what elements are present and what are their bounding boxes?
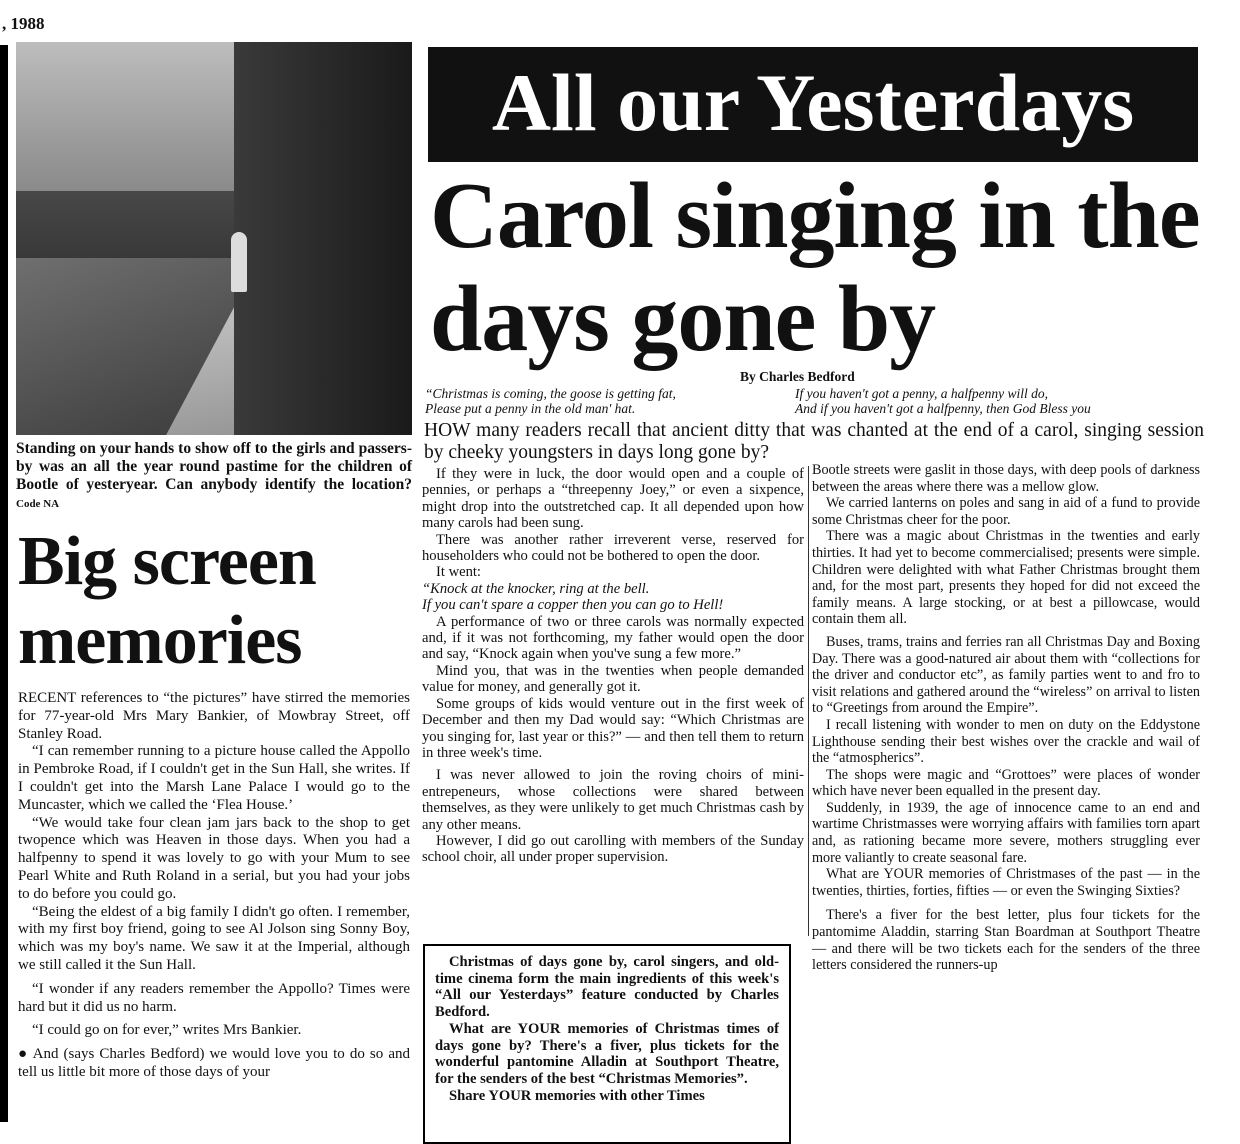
photo-child-figure — [231, 232, 247, 292]
verse-line: “Christmas is coming, the goose is getting fat, — [425, 386, 676, 401]
verse-line: If you can't spare a copper then you can go to Hell! — [422, 597, 724, 614]
middle-paragraph: A performance of two or three carols was normally expected and, if it was not forthcoming, my father would open the door and say, “Knock again when you've sung a few more.” — [422, 613, 804, 663]
right-paragraph: There's a fiver for the best letter, plus four tickets for the pantomime Aladdin, starring Stan Boardman at Southport Theatre — and there will be two tickets each for the senders of the three letters considered the runners-up — [812, 907, 1200, 974]
section-banner: All our Yesterdays — [428, 47, 1198, 162]
left-story-paragraph: “I wonder if any readers remember the Appollo? Times were hard but it did us no harm. — [18, 980, 410, 1015]
left-story-paragraph: “Being the eldest of a big family I didn't go often. I remember, with my first boy friend, going to see Al Jolson sing Sonny Boy, which was my boy's name. We saw it at the Imperial, although we still called it the Sun Hall. — [18, 903, 410, 973]
verse-line: “Knock at the knocker, ring at the bell. — [422, 580, 650, 597]
right-paragraph: Suddenly, in 1939, the age of innocence came to an end and wartime Christmasses were worrying affairs with families torn apart and, as rationing became more severe, mothers struggling ever more valiantly to create seasonal fare. — [812, 799, 1200, 866]
photo-sky — [16, 42, 254, 191]
left-story-body — [18, 690, 410, 1082]
left-story-paragraph: “We would take four clean jam jars back to the shop to get twopence which was Heaven in those days. When you had a halfpenny to spend it was lovely to go with your Mum to see Pearl White and Ruth Roland in a serial, but you had your jobs to do before you could go. — [18, 814, 410, 902]
photo-code: Code NA — [16, 498, 60, 510]
right-paragraph: What are YOUR memories of Christmases of the past — in the twenties, thirties, forties, fifties — or even the Swinging Sixties? — [812, 866, 1200, 899]
right-column — [812, 462, 1200, 974]
feature-box — [423, 944, 791, 1144]
left-story-paragraph: RECENT references to “the pictures” have stirred the memories for 77-year-old Mrs Mary Bankier, of Mowbray Street, off Stanley Road. — [18, 690, 410, 742]
photo-caption-text: Standing on your hands to show off to the girls and passers-by was an all the year round pastime for the children of Bootle of yesteryear. Can anybody identify the location? — [16, 440, 412, 493]
photo-caption — [16, 440, 412, 513]
verse-line: Please put a penny in the old man' hat. — [425, 401, 636, 416]
left-story-paragraph: “I could go on for ever,” writes Mrs Bankier. — [32, 1022, 302, 1039]
page-date: , 1988 — [2, 14, 45, 33]
main-headline: Carol singing in the days gone by — [430, 164, 1200, 371]
middle-column — [422, 466, 804, 866]
street-photo — [16, 42, 412, 435]
box-paragraph: Share YOUR memories with other Times — [449, 1087, 705, 1104]
middle-paragraph: Mind you, that was in the twenties when people demanded value for money, and generally got it. — [422, 662, 804, 696]
right-paragraph: There was a magic about Christmas in the twenties and early thirties. It had yet to become commercialised; presents were simple. Children were delighted with what Father Christmas brought them and, for the most part, presents they hoped for did not exceed the family means. A large stocking, or at best a pillowcase, would contain them all. — [812, 528, 1200, 628]
left-story-paragraph: ● And (says Charles Bedford) we would love you to do so and tell us little bit more of those days of your — [18, 1046, 410, 1080]
photo-wall — [234, 42, 412, 435]
middle-paragraph: However, I did go out carolling with members of the Sunday school choir, all under proper supervision. — [422, 832, 804, 866]
left-story-paragraph: “I can remember running to a picture house called the Appollo in Pembroke Road, if I couldn't get in the Sun Hall, she writes. If I couldn't get into the Marsh Lane Palace I would go to the Muncaster, which we called the ‘Flea House.’ — [18, 743, 410, 813]
middle-paragraph: It went: — [436, 564, 481, 581]
middle-paragraph: I was never allowed to join the roving choirs of mini-entrepeneurs, whose collections were shared between themselves, as they were unlikely to get much Christmas cash by any other means. — [422, 767, 804, 833]
verse-left — [425, 386, 785, 416]
verse-line: And if you haven't got a halfpenny, then God Bless you — [795, 401, 1091, 416]
lead-paragraph: HOW many readers recall that ancient ditty that was chanted at the end of a carol, singing session by cheeky youngsters in days long gone by? — [424, 420, 1204, 463]
right-paragraph: I recall listening with wonder to men on duty on the Eddystone Lighthouse sending their best wishes over the crackle and wail of the “atmospherics”. — [812, 716, 1200, 767]
middle-paragraph: If they were in luck, the door would open and a couple of pennies, or perhaps a “threepenny Joey,” or even a sixpence, might drop into the outstretched cap. It all depended upon how many carols had been sung. — [422, 466, 804, 532]
middle-paragraph: Some groups of kids would venture out in the first week of December and then my Dad would say: “Which Christmas are you singing for, last year or this?” — and then tell them to return in three week's time. — [422, 695, 804, 761]
right-paragraph: Buses, trams, trains and ferries ran all Christmas Day and Boxing Day. There was a good-natured air about them with “collections for the driver and conductor etc”, as family parties went to and fro to visit relations and gathered around the “wireless” on arrival to listen to “Greetings from around the Empire”. — [812, 633, 1200, 717]
verse-right — [795, 386, 1205, 416]
right-paragraph: We carried lanterns on poles and sang in aid of a fund to provide some Christmas cheer for the poor. — [812, 495, 1200, 528]
right-paragraph: Bootle streets were gaslit in those days, with deep pools of darkness between the areas where there was a mellow glow. — [812, 462, 1200, 495]
column-divider — [808, 466, 809, 936]
byline: By Charles Bedford — [740, 369, 855, 384]
box-paragraph: What are YOUR memories of Christmas times of days gone by? There's a fiver, plus tickets for the wonderful pantomine Alladin at Southport Theatre, for the senders of the best “Christmas Memories”. — [435, 1020, 779, 1087]
box-paragraph: Christmas of days gone by, carol singers, and old-time cinema form the main ingredients of this week's “All our Yesterdays” feature conducted by Charles Bedford. — [435, 954, 779, 1021]
right-paragraph: The shops were magic and “Grottoes” were places of wonder which have never been equalled in the present day. — [812, 766, 1200, 800]
left-story-headline: Big screen memories — [18, 523, 316, 679]
middle-paragraph: There was another rather irreverent verse, reserved for householders who could not be bothered to open the door. — [422, 531, 804, 565]
verse-line: If you haven't got a penny, a halfpenny will do, — [795, 386, 1048, 401]
column-rule — [0, 45, 8, 1122]
